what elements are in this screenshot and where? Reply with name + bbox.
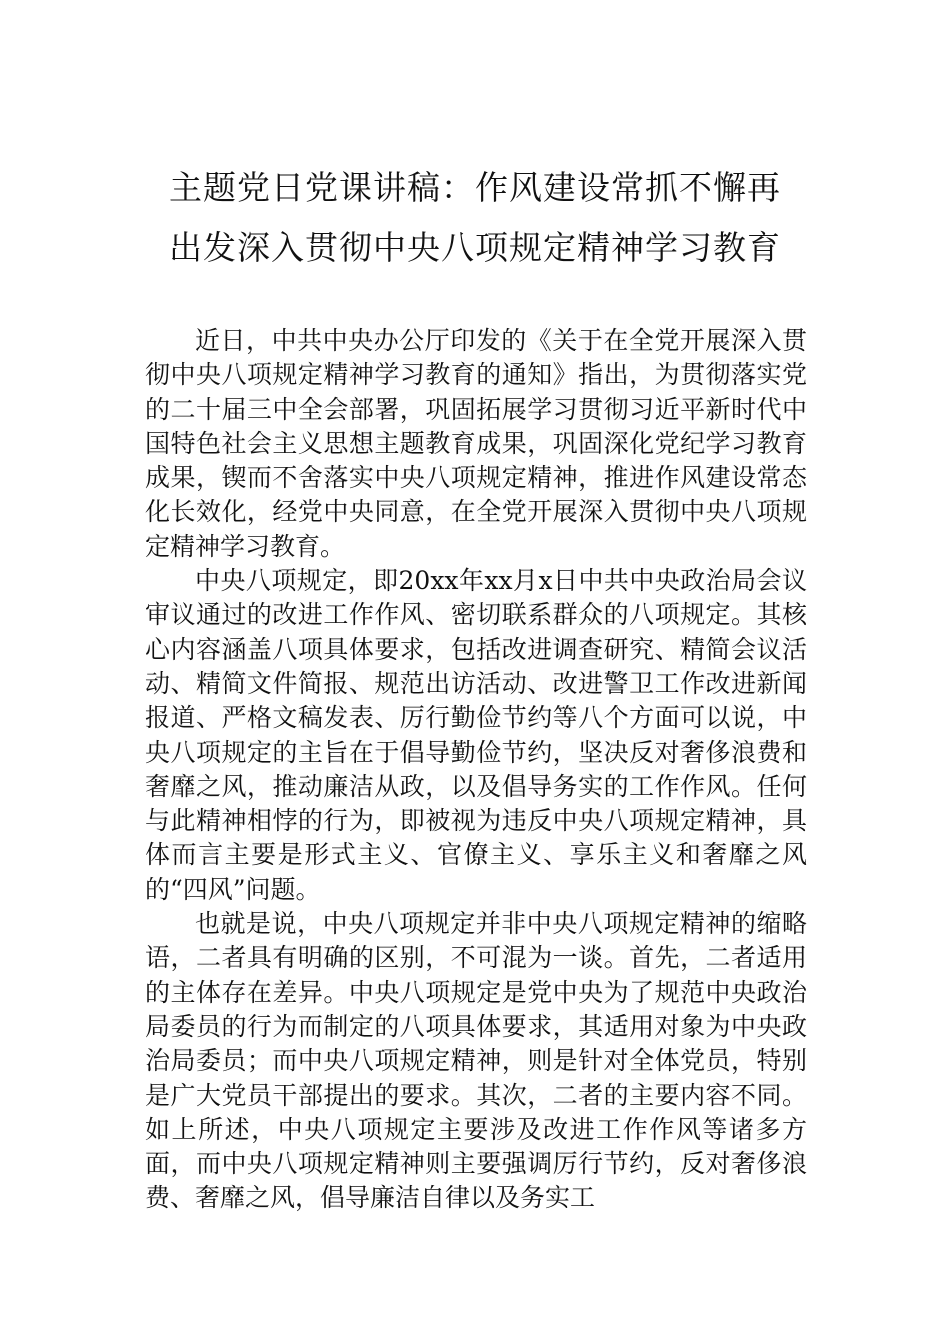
title-line-2: 出发深入贯彻中央八项规定精神学习教育 [169,228,781,267]
title-line-1: 主题党日党课讲稿：作风建设常抓不懈再 [169,168,781,207]
paragraph-3: 也就是说，中央八项规定并非中央八项规定精神的缩略语，二者具有明确的区别，不可混为一谈。首先，二者适用的主体存在差异。中央八项规定是党中央为了规范中央政治局委员的行为而制定的八项具体要求，其适用对象为中央政治局委员；而中央八项规定精神，则是针对全体党员，特别是广大党员干部提出的要求。其次，二者的主要内容不同。如上所述，中央八项规定主要涉及改进工作作风等诸多方面，而中央八项规定精神则主要强调厉行节约，反对奢侈浪费、奢靡之风，倡导廉洁自律以及务实工 [145,909,807,1213]
paragraph-1: 近日，中共中央办公厅印发的《关于在全党开展深入贯彻中央八项规定精神学习教育的通知》指出，为贯彻落实党的二十届三中全会部署，巩固拓展学习贯彻习近平新时代中国特色社会主义思想主题教育成果，巩固深化党纪学习教育成果，锲而不舍落实中央八项规定精神，推进作风建设常态化长效化，经党中央同意，在全党开展深入贯彻中央八项规定精神学习教育。 [145,326,807,561]
document-title [140,158,810,278]
paragraph-2: 中央八项规定，即20xx年xx月x日中共中央政治局会议审议通过的改进工作作风、密切联系群众的八项规定。其核心内容涵盖八项具体要求，包括改进调查研究、精简会议活动、精简文件简报、规范出访活动、改进警卫工作改进新闻报道、严格文稿发表、厉行勤俭节约等八个方面可以说，中央八项规定的主旨在于倡导勤俭节约，坚决反对奢侈浪费和奢靡之风，推动廉洁从政，以及倡导务实的工作作风。任何与此精神相悖的行为，即被视为违反中央八项规定精神，具体而言主要是形式主义、官僚主义、享乐主义和奢靡之风的“四风”问题。 [145,566,807,904]
document-body [145,324,807,1216]
